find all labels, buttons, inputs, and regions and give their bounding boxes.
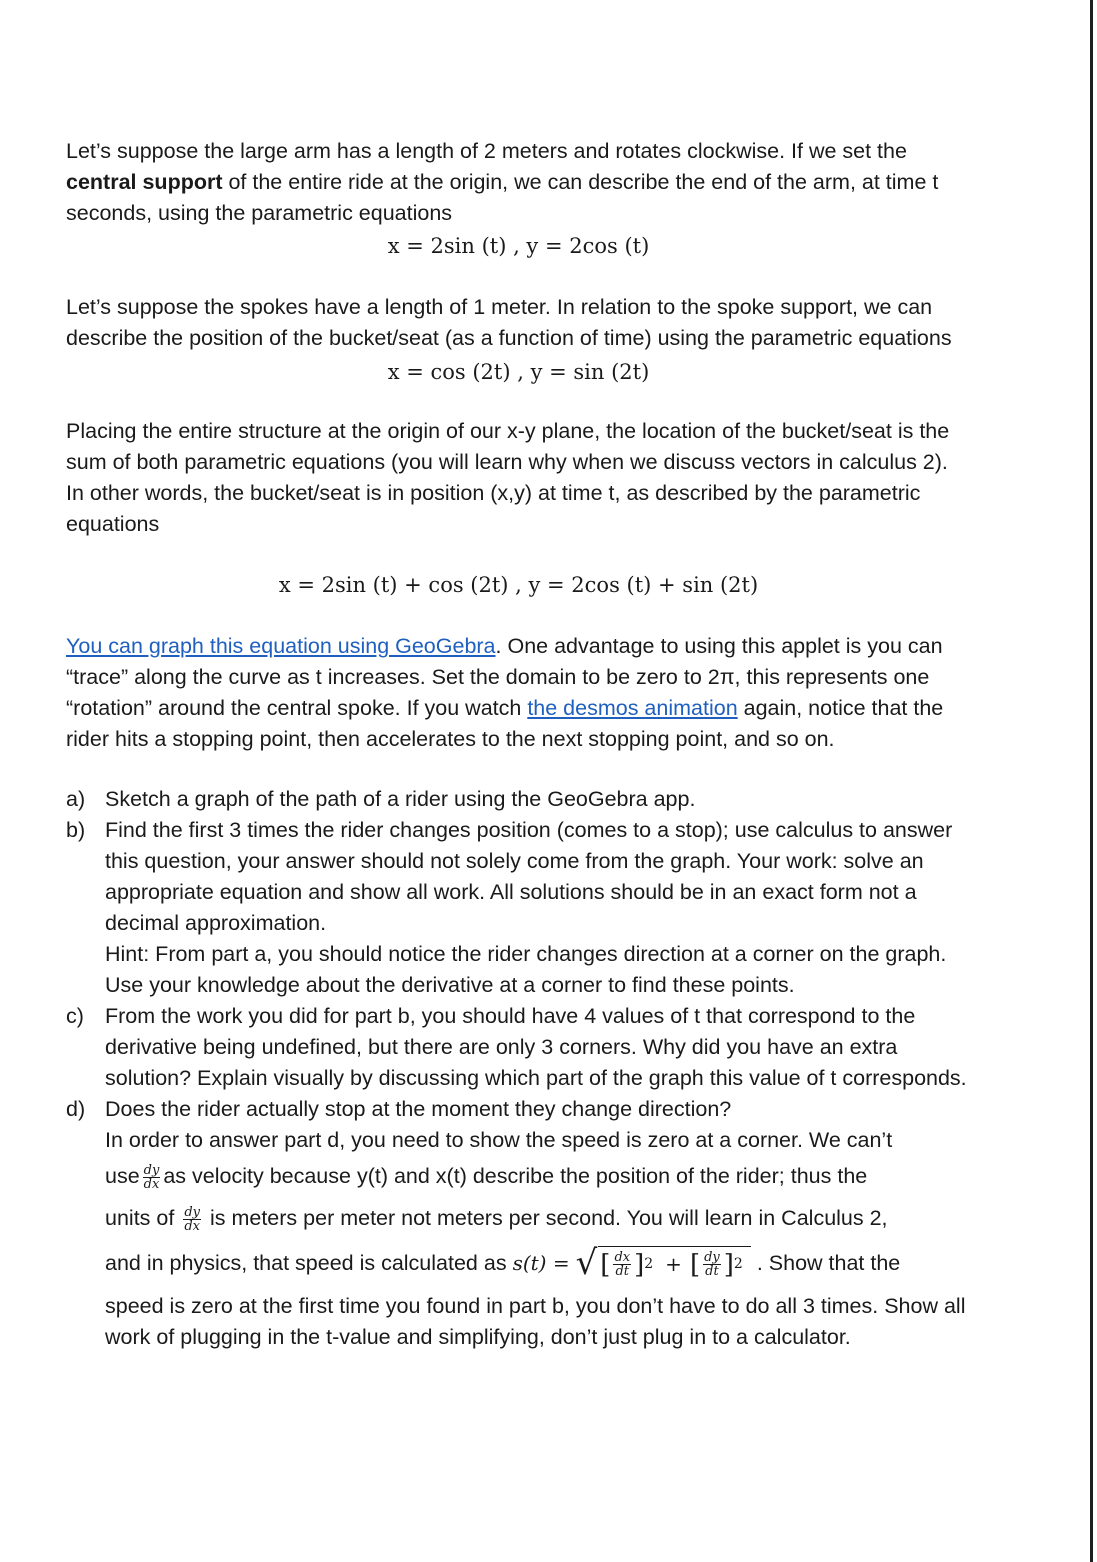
question-d bbox=[66, 1094, 971, 1353]
question-d-text: Does the rider actually stop at the moment they change direction? bbox=[105, 1097, 732, 1121]
equation-arm: x = 2sin (t) , y = 2cos (t) bbox=[387, 234, 650, 258]
question-c-label: c) bbox=[66, 1004, 84, 1028]
question-c-text: From the work you did for part b, you should have 4 values of t that correspond to the derivative being undefined, but there are only 3 corners. Why did you have an extra solution? Explain visually by discussing which part of the graph this value of t corresponds. bbox=[105, 1004, 967, 1090]
question-d-label: d) bbox=[66, 1097, 86, 1121]
geogebra-link[interactable]: You can graph this equation using GeoGebra bbox=[66, 634, 496, 658]
right-bracket-1: ] bbox=[634, 1249, 645, 1280]
question-b-label: b) bbox=[66, 818, 86, 842]
question-d-units-line bbox=[105, 1203, 971, 1234]
speed-lhs: s(t) = bbox=[512, 1250, 570, 1275]
left-bracket-2: [ bbox=[689, 1249, 701, 1280]
question-b-text: Find the first 3 times the rider changes position (comes to a stop); use calculus to answer this question, your answer should not solely come from the graph. Your work: solve an appropriate equation and show all work. All solutions should be in an exact form not a decimal approximation. bbox=[105, 818, 953, 935]
intro-text-1: Let’s suppose the large arm has a length of 2 meters and rotates clockwise. If we set the bbox=[66, 139, 907, 163]
dx-denominator: dx bbox=[143, 1176, 160, 1192]
units-text: is meters per meter not meters per second. You will learn in Calculus 2, bbox=[209, 1206, 888, 1230]
question-d-speed-line bbox=[105, 1243, 971, 1283]
page-right-border bbox=[1090, 0, 1093, 1562]
equation-combined: x = 2sin (t) + cos (2t) , y = 2cos (t) + sin (2t) bbox=[278, 573, 759, 597]
dy-numerator: dy bbox=[143, 1162, 160, 1178]
dx-dt-numerator: dx bbox=[614, 1250, 631, 1265]
dx-denominator-2: dx bbox=[184, 1218, 200, 1234]
units-of-text: units of bbox=[105, 1206, 175, 1230]
equation-spoke: x = cos (2t) , y = sin (2t) bbox=[387, 360, 650, 384]
question-b bbox=[66, 815, 971, 1001]
exponent-2: 2 bbox=[733, 1256, 743, 1272]
question-d-velocity-line bbox=[105, 1161, 971, 1192]
placement-paragraph: Placing the entire structure at the origin of our x-y plane, the location of the bucket/seat is the sum of both parametric equations (you will learn why when we discuss vectors in calculus 2). In other words, the bucket/seat is in position (x,y) at time t, as described by the parametric equations bbox=[66, 419, 950, 536]
dy-dx-fraction-2 bbox=[183, 1206, 201, 1233]
geogebra-text-1: . One advantage to using this applet is you can “trace” along the curve as t increases. Set the domain to be zero to 2π, this represents one “rotation” around the central spoke. If you watch bbox=[66, 634, 943, 720]
dx-dt-fraction bbox=[613, 1251, 631, 1278]
geogebra-text-2: again, notice that the rider hits a stopping point, then accelerates to the next stopping point, and so on. bbox=[66, 696, 944, 751]
radical-sign: √ bbox=[575, 1243, 598, 1283]
question-a-text: Sketch a graph of the path of a rider using the GeoGebra app. bbox=[105, 787, 696, 811]
left-bracket-1: [ bbox=[600, 1249, 611, 1280]
dy-dt-denominator: dt bbox=[705, 1264, 719, 1279]
intro-paragraph bbox=[66, 136, 971, 229]
question-d-line2: In order to answer part d, you need to show the speed is zero at a corner. We can’t bbox=[105, 1128, 893, 1152]
dy-numerator-2: dy bbox=[184, 1204, 200, 1220]
show-that-text: . Show that the bbox=[756, 1250, 901, 1275]
square-root bbox=[575, 1243, 751, 1283]
speed-intro-text: and in physics, that speed is calculated as bbox=[105, 1250, 507, 1275]
right-bracket-2: ] bbox=[723, 1249, 734, 1280]
dy-dx-fraction bbox=[143, 1164, 161, 1191]
question-c bbox=[66, 1001, 971, 1094]
document-page bbox=[66, 136, 971, 1353]
spokes-paragraph: Let’s suppose the spokes have a length of 1 meter. In relation to the spoke support, we can describe the position of the bucket/seat (as a function of time) using the parametric equations bbox=[66, 295, 952, 350]
velocity-text: as velocity because y(t) and x(t) describe the position of the rider; thus the bbox=[163, 1164, 868, 1188]
question-a bbox=[66, 784, 971, 815]
plus-sign: + bbox=[665, 1252, 682, 1276]
dy-dt-fraction bbox=[703, 1251, 721, 1278]
radicand bbox=[598, 1246, 751, 1280]
question-a-label: a) bbox=[66, 787, 86, 811]
dx-dt-denominator: dt bbox=[615, 1264, 630, 1279]
intro-text-2: of the entire ride at the origin, we can describe the end of the arm, at time t seconds, using the parametric equations bbox=[66, 170, 939, 225]
desmos-animation-link[interactable]: the desmos animation bbox=[527, 696, 738, 720]
question-d-final: speed is zero at the first time you found in part b, you don’t have to do all 3 times. Show all work of plugging in the t-value and simplifying, don’t just plug in to a calculator. bbox=[105, 1294, 966, 1349]
central-support-bold: central support bbox=[66, 170, 223, 194]
question-list bbox=[66, 784, 971, 1353]
speed-formula bbox=[512, 1243, 751, 1283]
use-text: use bbox=[105, 1164, 140, 1188]
question-b-hint: Hint: From part a, you should notice the rider changes direction at a corner on the graph. Use your knowledge about the derivative at a corner to find these points. bbox=[105, 942, 947, 997]
exponent-1: 2 bbox=[644, 1256, 654, 1272]
geogebra-paragraph bbox=[66, 631, 971, 755]
dy-dt-numerator: dy bbox=[704, 1250, 720, 1265]
